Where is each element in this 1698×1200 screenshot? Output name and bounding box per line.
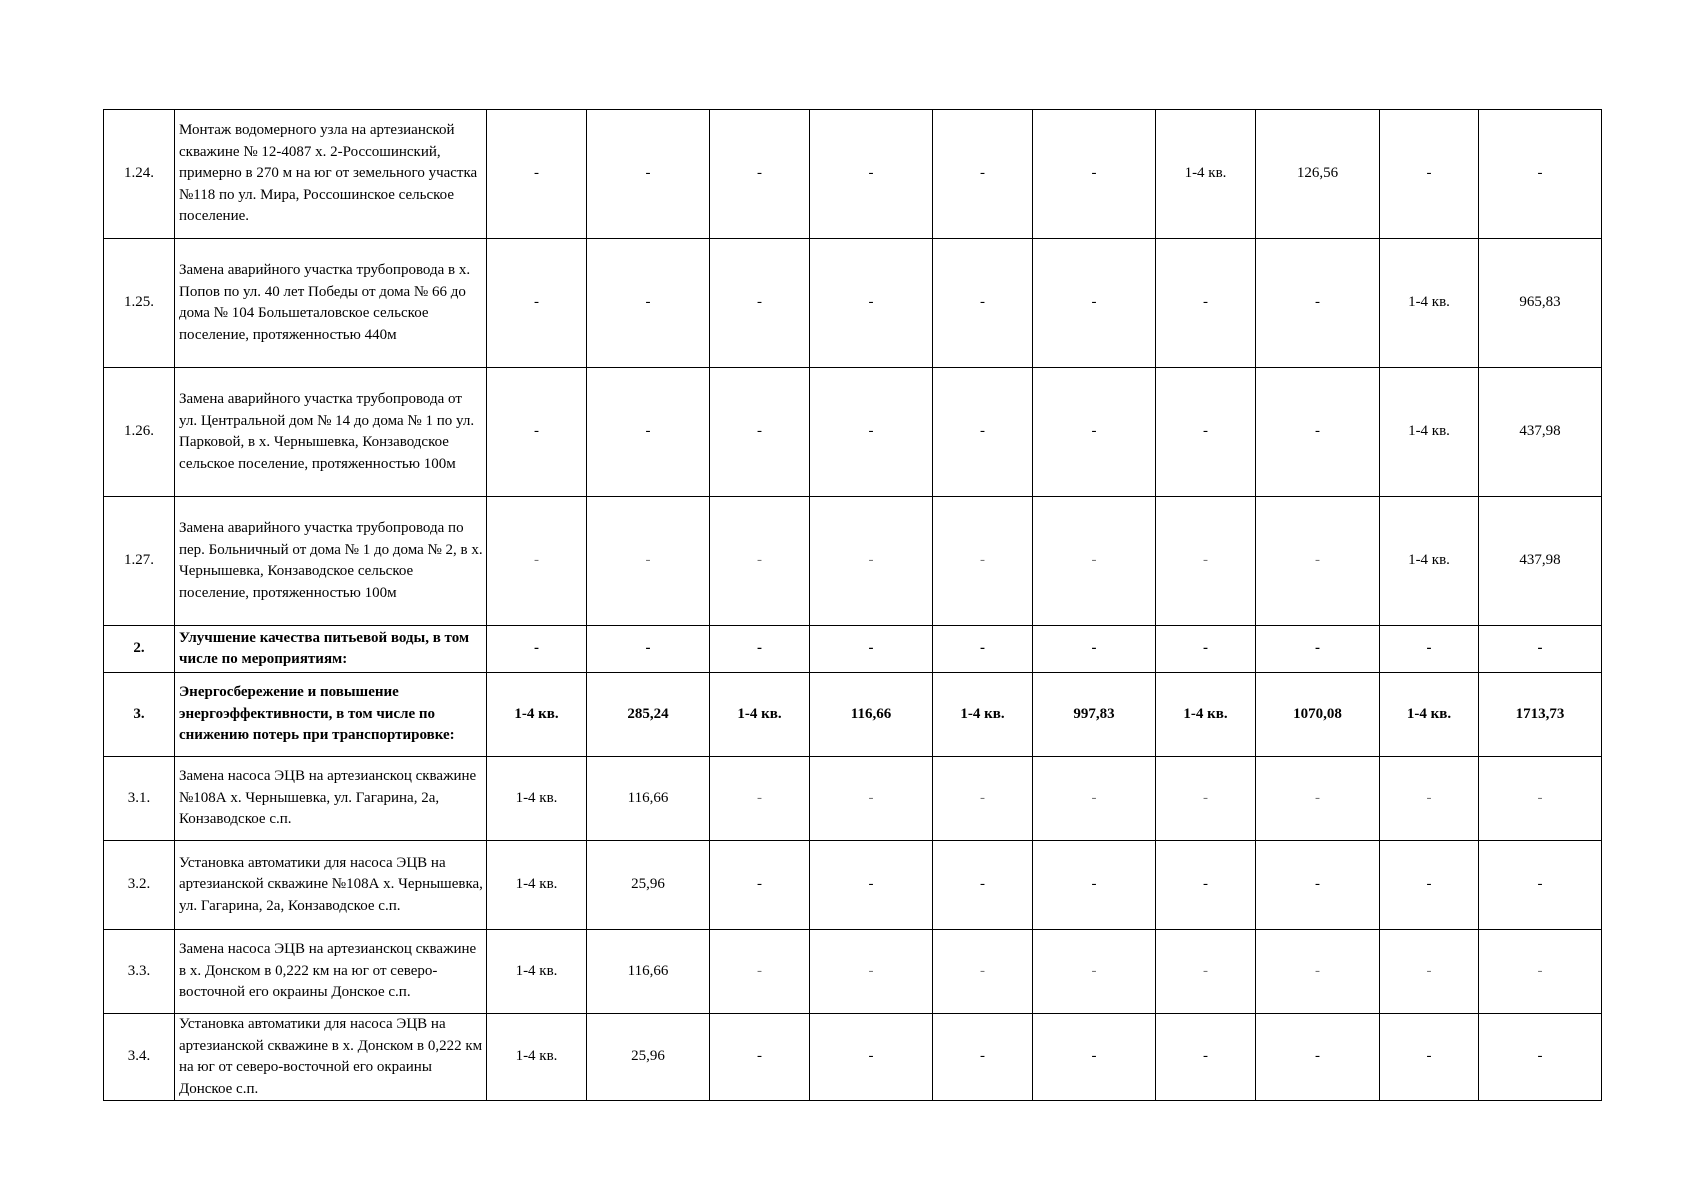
cell-amount-2: - (810, 497, 933, 626)
row-description: Замена аварийного участка трубопровода от ул. Центральной дом № 14 до дома № 1 по ул. Парковой, в х. Чернышевка, Конзаводское сельское поселение, протяженностью 100м (175, 368, 487, 497)
cell-amount-5: 1713,73 (1479, 673, 1602, 757)
row-number: 1.26. (104, 368, 175, 497)
row-description: Энергосбережение и повышение энергоэффективности, в том числе по снижению потерь при транспортировке: (175, 673, 487, 757)
row-number: 3.3. (104, 930, 175, 1014)
cell-amount-1: 25,96 (587, 1014, 710, 1101)
cell-quarter-3: - (933, 239, 1033, 368)
cell-amount-5: - (1479, 841, 1602, 930)
cell-quarter-3: - (933, 368, 1033, 497)
cell-amount-3: - (1033, 626, 1156, 673)
cell-amount-3: - (1033, 841, 1156, 930)
row-number: 2. (104, 626, 175, 673)
cell-amount-2: - (810, 239, 933, 368)
cell-quarter-4: - (1156, 930, 1256, 1014)
table-row-3-3 (104, 930, 1602, 1014)
cell-amount-4: - (1256, 1014, 1380, 1101)
row-description: Улучшение качества питьевой воды, в том числе по мероприятиям: (175, 626, 487, 673)
cell-quarter-1: 1-4 кв. (487, 841, 587, 930)
cell-quarter-1: - (487, 110, 587, 239)
cell-amount-1: 116,66 (587, 757, 710, 841)
table-row-1-24 (104, 110, 1602, 239)
cell-quarter-2: - (710, 368, 810, 497)
cell-amount-2: 116,66 (810, 673, 933, 757)
cell-quarter-3: - (933, 110, 1033, 239)
row-number: 3.2. (104, 841, 175, 930)
cell-amount-5: - (1479, 757, 1602, 841)
cell-amount-5: 437,98 (1479, 497, 1602, 626)
cell-amount-2: - (810, 841, 933, 930)
cell-amount-3: - (1033, 497, 1156, 626)
cell-amount-5: - (1479, 930, 1602, 1014)
cell-quarter-5: 1-4 кв. (1380, 673, 1479, 757)
row-description: Замена аварийного участка трубопровода в х. Попов по ул. 40 лет Победы от дома № 66 до дома № 104 Большеталовское сельское поселение, протяженностью 440м (175, 239, 487, 368)
row-number: 3.1. (104, 757, 175, 841)
cell-amount-2: - (810, 757, 933, 841)
cell-quarter-4: - (1156, 1014, 1256, 1101)
cell-quarter-5: 1-4 кв. (1380, 497, 1479, 626)
cell-amount-3: - (1033, 368, 1156, 497)
cell-quarter-2: - (710, 841, 810, 930)
cell-amount-4: - (1256, 841, 1380, 930)
cell-amount-1: 285,24 (587, 673, 710, 757)
cell-amount-2: - (810, 110, 933, 239)
cell-amount-1: 25,96 (587, 841, 710, 930)
cell-amount-3: - (1033, 110, 1156, 239)
cell-quarter-5: 1-4 кв. (1380, 239, 1479, 368)
cell-amount-4: - (1256, 239, 1380, 368)
table-row-2 (104, 626, 1602, 673)
table-row-3 (104, 673, 1602, 757)
cell-amount-3: - (1033, 757, 1156, 841)
cell-amount-4: - (1256, 368, 1380, 497)
cell-amount-4: 1070,08 (1256, 673, 1380, 757)
cell-quarter-2: - (710, 930, 810, 1014)
cell-quarter-2: - (710, 110, 810, 239)
cell-quarter-4: - (1156, 497, 1256, 626)
cell-amount-2: - (810, 930, 933, 1014)
cell-quarter-4: - (1156, 841, 1256, 930)
cell-amount-4: - (1256, 497, 1380, 626)
row-description: Замена насоса ЭЦВ на артезианскоц скважине №108А х. Чернышевка, ул. Гагарина, 2а, Конзаводское с.п. (175, 757, 487, 841)
cell-quarter-5: - (1380, 1014, 1479, 1101)
table-row-1-26 (104, 368, 1602, 497)
row-number: 1.25. (104, 239, 175, 368)
row-number: 1.24. (104, 110, 175, 239)
cell-quarter-3: - (933, 930, 1033, 1014)
cell-quarter-1: 1-4 кв. (487, 930, 587, 1014)
row-description: Установка автоматики для насоса ЭЦВ на артезианской скважине в х. Донском в 0,222 км на юг от северо-восточной его окраины Донское с.п. (175, 1014, 487, 1101)
cell-amount-2: - (810, 368, 933, 497)
cell-quarter-1: - (487, 368, 587, 497)
row-description: Установка автоматики для насоса ЭЦВ на артезианской скважине №108А х. Чернышевка, ул. Гагарина, 2а, Конзаводское с.п. (175, 841, 487, 930)
row-number: 1.27. (104, 497, 175, 626)
cell-quarter-1: 1-4 кв. (487, 673, 587, 757)
cell-quarter-3: - (933, 497, 1033, 626)
cell-amount-5: - (1479, 1014, 1602, 1101)
cell-amount-1: - (587, 626, 710, 673)
cell-amount-4: - (1256, 626, 1380, 673)
cell-quarter-5: - (1380, 626, 1479, 673)
cell-amount-3: - (1033, 239, 1156, 368)
row-number: 3.4. (104, 1014, 175, 1101)
cell-quarter-3: - (933, 1014, 1033, 1101)
cell-quarter-4: 1-4 кв. (1156, 673, 1256, 757)
table-row-1-25 (104, 239, 1602, 368)
cell-quarter-1: 1-4 кв. (487, 757, 587, 841)
cell-amount-5: 965,83 (1479, 239, 1602, 368)
cell-quarter-1: 1-4 кв. (487, 1014, 587, 1101)
row-description: Замена насоса ЭЦВ на артезианскоц скважине в х. Донском в 0,222 км на юг от северо-восточной его окраины Донское с.п. (175, 930, 487, 1014)
cell-amount-3: 997,83 (1033, 673, 1156, 757)
cell-quarter-5: - (1380, 930, 1479, 1014)
program-activities-table (103, 109, 1602, 1101)
cell-amount-1: - (587, 110, 710, 239)
row-description: Замена аварийного участка трубопровода по пер. Больничный от дома № 1 до дома № 2, в х. Чернышевка, Конзаводское сельское поселение, протяженностью 100м (175, 497, 487, 626)
cell-quarter-4: 1-4 кв. (1156, 110, 1256, 239)
cell-amount-2: - (810, 626, 933, 673)
row-description: Монтаж водомерного узла на артезианской скважине № 12-4087 х. 2-Россошинский, примерно в 270 м на юг от земельного участка №118 по ул. Мира, Россошинское сельское поселение. (175, 110, 487, 239)
cell-quarter-2: - (710, 239, 810, 368)
cell-amount-3: - (1033, 1014, 1156, 1101)
table-row-3-4 (104, 1014, 1602, 1101)
cell-amount-1: - (587, 239, 710, 368)
cell-amount-5: - (1479, 110, 1602, 239)
cell-quarter-4: - (1156, 757, 1256, 841)
cell-amount-2: - (810, 1014, 933, 1101)
cell-quarter-5: 1-4 кв. (1380, 368, 1479, 497)
cell-quarter-3: - (933, 841, 1033, 930)
cell-quarter-3: - (933, 757, 1033, 841)
cell-quarter-2: - (710, 497, 810, 626)
cell-quarter-2: - (710, 757, 810, 841)
cell-amount-4: - (1256, 930, 1380, 1014)
cell-amount-1: - (587, 368, 710, 497)
row-number: 3. (104, 673, 175, 757)
cell-amount-3: - (1033, 930, 1156, 1014)
cell-quarter-4: - (1156, 239, 1256, 368)
cell-quarter-2: - (710, 626, 810, 673)
cell-amount-5: 437,98 (1479, 368, 1602, 497)
table-row-1-27 (104, 497, 1602, 626)
cell-quarter-3: - (933, 626, 1033, 673)
cell-quarter-3: 1-4 кв. (933, 673, 1033, 757)
cell-quarter-1: - (487, 239, 587, 368)
cell-quarter-4: - (1156, 626, 1256, 673)
cell-amount-5: - (1479, 626, 1602, 673)
cell-quarter-2: 1-4 кв. (710, 673, 810, 757)
cell-amount-1: 116,66 (587, 930, 710, 1014)
table-row-3-2 (104, 841, 1602, 930)
cell-amount-4: - (1256, 757, 1380, 841)
cell-quarter-1: - (487, 497, 587, 626)
cell-quarter-5: - (1380, 757, 1479, 841)
table-row-3-1 (104, 757, 1602, 841)
cell-quarter-5: - (1380, 110, 1479, 239)
cell-amount-1: - (587, 497, 710, 626)
cell-quarter-4: - (1156, 368, 1256, 497)
cell-quarter-2: - (710, 1014, 810, 1101)
cell-quarter-1: - (487, 626, 587, 673)
cell-quarter-5: - (1380, 841, 1479, 930)
cell-amount-4: 126,56 (1256, 110, 1380, 239)
